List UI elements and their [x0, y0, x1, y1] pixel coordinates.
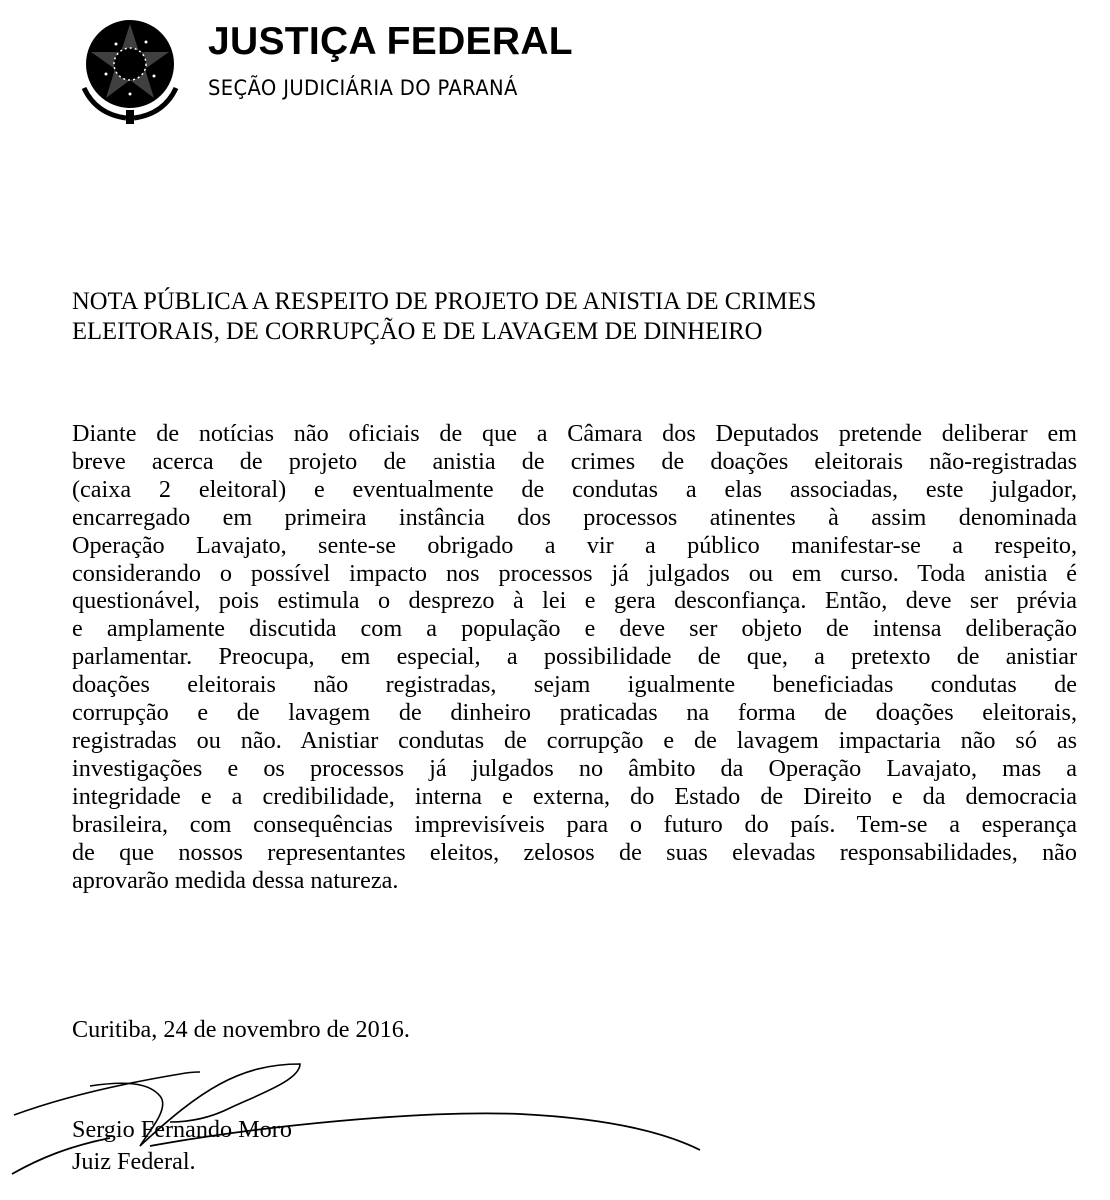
body-line: considerando o possível impacto nos processos já julgados ou em curso. Toda anistia é: [72, 559, 1077, 587]
signer-role: Juiz Federal.: [72, 1148, 196, 1175]
body-line: investigações e os processos já julgados no âmbito da Operação Lavajato, mas a: [72, 754, 1077, 782]
body-line: doações eleitorais não registradas, sejam igualmente beneficiadas condutas de: [72, 671, 1077, 699]
document-title-line: NOTA PÚBLICA A RESPEITO DE PROJETO DE ANISTIA DE CRIMES: [72, 286, 817, 315]
institution-name: JUSTIÇA FEDERAL: [208, 20, 573, 63]
body-line: de que nossos representantes eleitos, zelosos de suas elevadas responsabilidades, não: [72, 838, 1077, 866]
document-title-line: ELEITORAIS, DE CORRUPÇÃO E DE LAVAGEM DE DINHEIRO: [72, 316, 763, 345]
body-line: corrupção e de lavagem de dinheiro praticadas na forma de doações eleitorais,: [72, 699, 1077, 727]
signer-name: Sergio Fernando Moro: [72, 1116, 292, 1143]
body-line: breve acerca de projeto de anistia de crimes de doações eleitorais não-registradas: [72, 447, 1077, 475]
body-line: (caixa 2 eleitoral) e eventualmente de condutas a elas associadas, este julgador,: [72, 475, 1077, 503]
body-line: parlamentar. Preocupa, em especial, a possibilidade de que, a pretexto de anistiar: [72, 643, 1077, 671]
body-line: e amplamente discutida com a população e deve ser objeto de intensa deliberação: [72, 615, 1077, 643]
body-line: questionável, pois estimula o desprezo à lei e gera desconfiança. Então, deve ser prévia: [72, 587, 1077, 615]
document-title: [72, 286, 941, 346]
body-line: brasileira, com consequências imprevisíveis para o futuro do país. Tem-se a esperança: [72, 810, 1077, 838]
body-line: encarregado em primeira instância dos processos atinentes à assim denominada: [72, 503, 1077, 531]
body-line: integridade e a credibilidade, interna e externa, do Estado de Direito e da democracia: [72, 782, 1077, 810]
body-line: aprovarão medida dessa natureza.: [72, 866, 399, 894]
document-body: [72, 420, 1077, 894]
coat-of-arms-icon: [76, 14, 184, 126]
body-line: registradas ou não. Anistiar condutas de corrupção e de lavagem impactaria não só as: [72, 726, 1077, 754]
place-and-date: Curitiba, 24 de novembro de 2016.: [72, 1016, 410, 1043]
body-line: Diante de notícias não oficiais de que a Câmara dos Deputados pretende deliberar em: [72, 420, 1077, 447]
section-name: SEÇÃO JUDICIÁRIA DO PARANÁ: [208, 76, 518, 100]
body-line: Operação Lavajato, sente-se obrigado a vir a público manifestar-se a respeito,: [72, 531, 1077, 559]
